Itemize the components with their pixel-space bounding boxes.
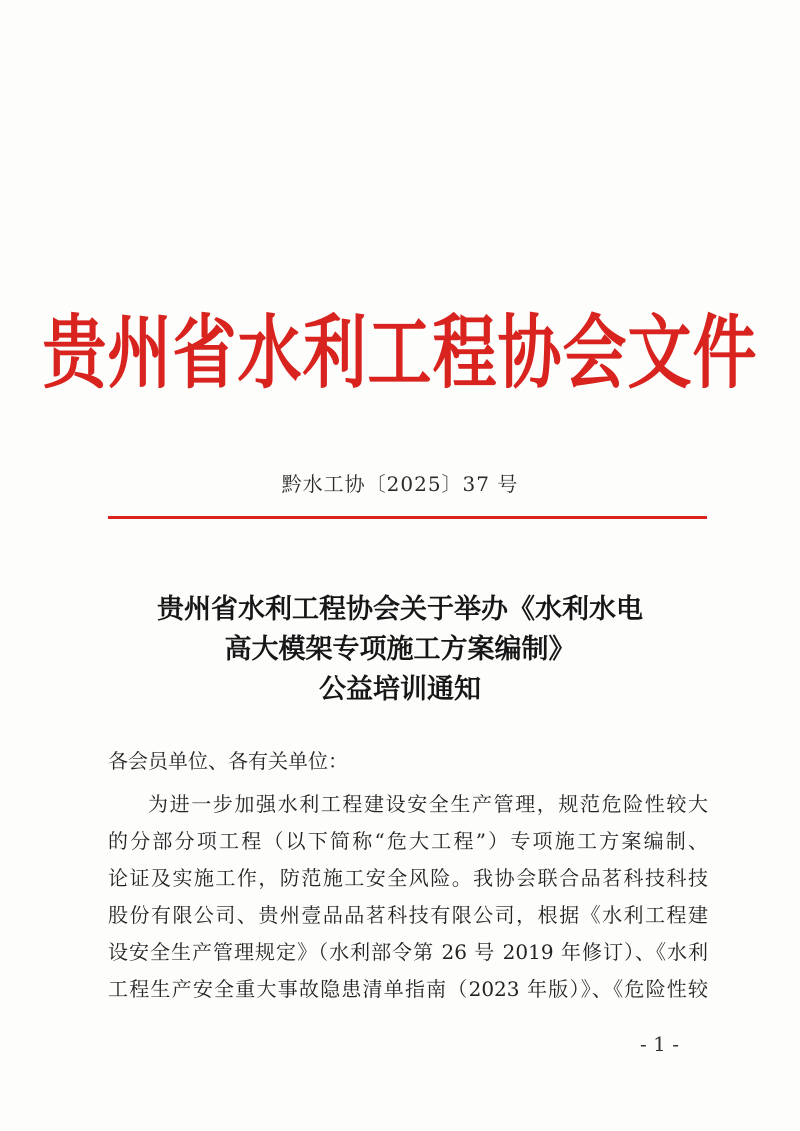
document-number: 黔水工协〔2025〕37 号: [281, 472, 519, 496]
red-divider-line: [108, 516, 707, 519]
body-line: 设安全生产管理规定》（水利部令第 26 号 2019 年修订）、《水利: [108, 940, 708, 964]
body-line: 工程生产安全重大事故隐患清单指南（2023 年版）》、《危险性较: [108, 977, 708, 1001]
body-line: 为进一步加强水利工程建设安全生产管理，规范危险性较大: [148, 792, 708, 816]
salutation: 各会员单位、各有关单位：: [108, 749, 348, 773]
body-line: 论证及实施工作，防范施工安全风险。我协会联合品茗科技科技: [108, 866, 708, 890]
red-header-title: 贵州省水利工程协会文件: [42, 306, 758, 401]
body-line: 股份有限公司、贵州壹品品茗科技有限公司，根据《水利工程建: [108, 903, 708, 927]
subject-line-2: 高大模架专项施工方案编制》: [224, 634, 576, 665]
subject-line-3: 公益培训通知: [319, 674, 481, 705]
page-number: - 1 -: [640, 1032, 679, 1056]
body-line: 的分部分项工程（以下简称“危大工程”）专项施工方案编制、: [108, 829, 708, 853]
body-paragraph: [108, 786, 708, 1008]
notice-subject: [0, 590, 800, 710]
subject-line-1: 贵州省水利工程协会关于举办《水利水电: [157, 594, 643, 625]
